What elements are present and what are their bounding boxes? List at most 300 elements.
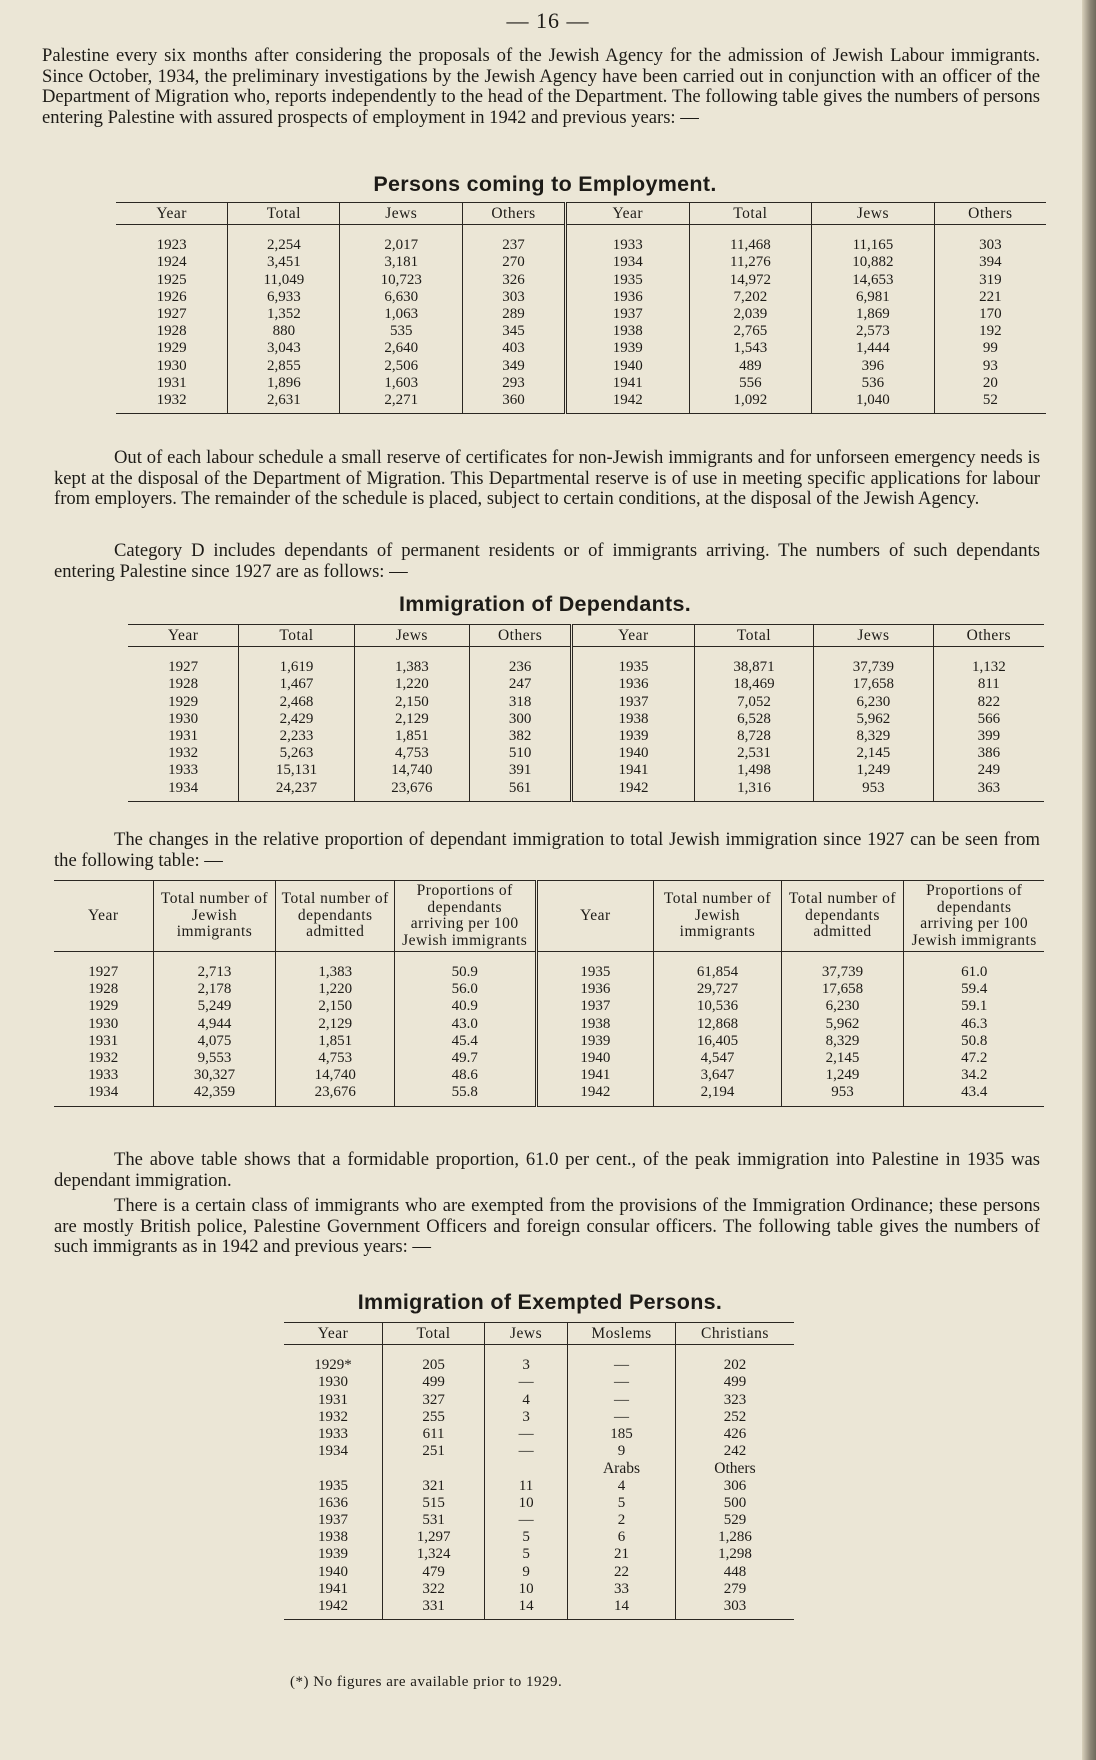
table-cell: 8,728 xyxy=(694,728,813,745)
table-cell: 323 xyxy=(675,1392,794,1409)
table-cell: 185 xyxy=(568,1426,676,1443)
table-cell: 2,150 xyxy=(276,998,395,1015)
table-cell: 529 xyxy=(675,1512,794,1529)
table-cell: 93 xyxy=(934,358,1046,375)
table-row xyxy=(54,1016,1044,1033)
table-cell: 5,962 xyxy=(781,1016,904,1033)
table-cell: 811 xyxy=(933,676,1044,693)
table-cell: 1,352 xyxy=(228,306,340,323)
table-row xyxy=(284,1345,794,1375)
table-cell: 1935 xyxy=(566,272,690,289)
table-row xyxy=(116,358,1046,375)
table-cell: 1934 xyxy=(566,254,690,271)
table-cell: 2,129 xyxy=(276,1016,395,1033)
table-row xyxy=(116,323,1046,340)
table-row xyxy=(54,998,1044,1015)
col-header: Total number of Jewish immigrants xyxy=(654,881,781,952)
table-cell: 1934 xyxy=(54,1084,153,1106)
table-cell: 489 xyxy=(689,358,812,375)
table-cell: 50.9 xyxy=(394,952,536,982)
table-row xyxy=(284,1495,794,1512)
table-cell: 1941 xyxy=(566,375,690,392)
table-cell: 2 xyxy=(568,1512,676,1529)
table-cell: — xyxy=(568,1345,676,1375)
table-cell: 5,249 xyxy=(153,998,276,1015)
table-cell: 1937 xyxy=(572,694,695,711)
table-row xyxy=(284,1581,794,1598)
table-cell: 1929* xyxy=(314,1357,352,1374)
table-row xyxy=(284,1564,794,1581)
table-cell: 1,543 xyxy=(689,340,812,357)
table-cell: 1941 xyxy=(318,1580,349,1597)
table-cell: 2,129 xyxy=(354,711,469,728)
table-cell: 1941 xyxy=(536,1067,654,1084)
table-row xyxy=(128,694,1044,711)
col-header: Year xyxy=(566,203,690,225)
table-cell: 3 xyxy=(485,1409,568,1426)
col-header: Jews xyxy=(485,1323,568,1345)
table-row xyxy=(128,745,1044,762)
table-cell: 2,178 xyxy=(153,981,276,998)
table-cell: 2,150 xyxy=(354,694,469,711)
table-cell: 50.8 xyxy=(904,1033,1044,1050)
table-row xyxy=(116,272,1046,289)
table-cell: 2,855 xyxy=(228,358,340,375)
col-header: Total xyxy=(694,625,813,647)
table-cell: 2,039 xyxy=(689,306,812,323)
table-cell: 1938 xyxy=(536,1016,654,1033)
table-cell: 1934 xyxy=(128,780,239,802)
table-cell: 22 xyxy=(568,1564,676,1581)
table-row xyxy=(284,1598,794,1620)
table-cell: 2,765 xyxy=(689,323,812,340)
table-cell: 3,181 xyxy=(340,254,463,271)
table-cell: 1636 xyxy=(318,1494,349,1511)
table-cell: 2,506 xyxy=(340,358,463,375)
exempted-table xyxy=(284,1322,794,1620)
table-cell: 205 xyxy=(383,1345,485,1375)
table-cell: 20 xyxy=(934,375,1046,392)
table-cell: 1937 xyxy=(566,306,690,323)
table-cell: 5 xyxy=(568,1495,676,1512)
table-cell: 318 xyxy=(470,694,572,711)
table-cell: — xyxy=(485,1374,568,1391)
table-cell: 426 xyxy=(675,1426,794,1443)
table-cell: 4 xyxy=(485,1392,568,1409)
table-row xyxy=(128,762,1044,779)
table-cell: 1940 xyxy=(566,358,690,375)
table-cell: 293 xyxy=(463,375,566,392)
dependants-table xyxy=(128,624,1044,802)
table-cell: 1927 xyxy=(168,659,199,676)
table-cell: 1923 xyxy=(156,237,187,254)
table-cell: 9 xyxy=(485,1564,568,1581)
table-cell: 279 xyxy=(675,1581,794,1598)
table-cell: Arabs xyxy=(568,1460,676,1477)
table-cell: 1940 xyxy=(572,745,695,762)
table-cell: 2,017 xyxy=(340,225,463,255)
table-cell: 237 xyxy=(463,225,566,255)
table-cell: 29,727 xyxy=(654,981,781,998)
table-cell: 14,740 xyxy=(276,1067,395,1084)
table-cell: 1930 xyxy=(88,1015,119,1032)
table-cell: 61,854 xyxy=(654,952,781,982)
col-header: Total xyxy=(383,1323,485,1345)
table-cell: 40.9 xyxy=(394,998,536,1015)
table-cell: 18,469 xyxy=(694,676,813,693)
table-cell: 363 xyxy=(933,780,1044,802)
table-row xyxy=(54,952,1044,982)
table-cell: 9,553 xyxy=(153,1050,276,1067)
table-cell: — xyxy=(568,1409,676,1426)
table-cell: 99 xyxy=(934,340,1046,357)
table-cell: 1929 xyxy=(156,340,187,357)
table-cell: 1,092 xyxy=(689,392,812,414)
table-cell: 1937 xyxy=(318,1512,349,1529)
table1-title: Persons coming to Employment. xyxy=(373,172,717,196)
table-cell: 1,286 xyxy=(675,1529,794,1546)
table-cell: 1928 xyxy=(156,323,187,340)
table-cell: 1,040 xyxy=(812,392,935,414)
table-cell: 531 xyxy=(383,1512,485,1529)
table-cell: 33 xyxy=(568,1581,676,1598)
table-cell: 319 xyxy=(934,272,1046,289)
table-cell: 6,230 xyxy=(781,998,904,1015)
table-cell: 1942 xyxy=(536,1084,654,1106)
table-cell: 1928 xyxy=(168,676,199,693)
table-cell: 2,145 xyxy=(781,1050,904,1067)
table-cell: 1931 xyxy=(318,1391,349,1408)
table-cell: 3,647 xyxy=(654,1067,781,1084)
table-cell: 1,297 xyxy=(383,1529,485,1546)
table-cell: 303 xyxy=(463,289,566,306)
footnote: (*) No figures are available prior to 1929. xyxy=(290,1674,563,1690)
table-cell: 2,271 xyxy=(340,392,463,414)
table-cell: 255 xyxy=(383,1409,485,1426)
table-cell: 47.2 xyxy=(904,1050,1044,1067)
table-cell: 4,547 xyxy=(654,1050,781,1067)
table-cell: 322 xyxy=(383,1581,485,1598)
table-cell: 14,653 xyxy=(812,272,935,289)
table-cell: 1927 xyxy=(156,306,187,323)
table-cell: 61.0 xyxy=(904,952,1044,982)
col-header: Others xyxy=(933,625,1044,647)
table-cell: 289 xyxy=(463,306,566,323)
paragraph-exempted: There is a certain class of immigrants who are exempted from the provisions of the Immigration Ordinance; these persons are mostly British police, Palestine Government Officers and foreign consular officers. The following table gives the numbers of such immigrants as in 1942 and previous years: — xyxy=(54,1195,1040,1258)
table-cell: 1931 xyxy=(88,1032,119,1049)
table-cell: 1939 xyxy=(572,728,695,745)
table-cell: 953 xyxy=(814,780,933,802)
table-cell: 2,145 xyxy=(814,745,933,762)
table-cell: 1,896 xyxy=(228,375,340,392)
table-cell: 5,962 xyxy=(814,711,933,728)
table-cell: 1941 xyxy=(572,762,695,779)
table-cell: 11,049 xyxy=(228,272,340,289)
table-row xyxy=(284,1478,794,1495)
table-cell: 1925 xyxy=(156,271,187,288)
table-cell: 46.3 xyxy=(904,1016,1044,1033)
table-cell: 37,739 xyxy=(814,647,933,677)
table-cell: 249 xyxy=(933,762,1044,779)
table-row xyxy=(116,289,1046,306)
table-cell: 394 xyxy=(934,254,1046,271)
col-header: Others xyxy=(470,625,572,647)
table-cell: 500 xyxy=(675,1495,794,1512)
table-row xyxy=(284,1409,794,1426)
table-cell: 1,619 xyxy=(239,647,354,677)
table-cell: 1942 xyxy=(572,780,695,802)
table-cell: 1939 xyxy=(318,1546,349,1563)
subheader-row xyxy=(284,1460,794,1477)
table-cell: 1931 xyxy=(168,728,199,745)
table2-title: Immigration of Dependants. xyxy=(398,592,692,616)
table-cell: 6 xyxy=(568,1529,676,1546)
table-cell: 49.7 xyxy=(394,1050,536,1067)
table-cell: 349 xyxy=(463,358,566,375)
table-cell: 8,329 xyxy=(814,728,933,745)
table-cell: 236 xyxy=(470,647,572,677)
table-cell: 12,868 xyxy=(654,1016,781,1033)
table-cell: 34.2 xyxy=(904,1067,1044,1084)
table-cell: 303 xyxy=(675,1598,794,1620)
col-header: Jews xyxy=(814,625,933,647)
table-cell: 510 xyxy=(470,745,572,762)
table-row xyxy=(54,1033,1044,1050)
table-cell: 6,933 xyxy=(228,289,340,306)
table-cell: 48.6 xyxy=(394,1067,536,1084)
table-cell: 5,263 xyxy=(239,745,354,762)
table-cell: 251 xyxy=(383,1443,485,1460)
table-cell: 1935 xyxy=(318,1477,349,1494)
table-cell: 38,871 xyxy=(694,647,813,677)
table-cell: 1,603 xyxy=(340,375,463,392)
paragraph-reserve: Out of each labour schedule a small reserve of certificates for non-Jewish immigrants and for unforseen emergency needs is kept at the disposal of the Department of Migration. This Departmental reserve is of use in meeting specific applications for labour from employers. The remainder of the schedule is placed, subject to certain conditions, at the disposal of the Jewish Agency. xyxy=(54,447,1040,510)
table-cell: 4,075 xyxy=(153,1033,276,1050)
table-cell: Others xyxy=(675,1460,794,1477)
table-cell: 43.0 xyxy=(394,1016,536,1033)
table-row xyxy=(128,647,1044,677)
table-cell: 1937 xyxy=(536,998,654,1015)
table-cell: 515 xyxy=(383,1495,485,1512)
table-row xyxy=(116,306,1046,323)
table-cell: 1924 xyxy=(156,254,187,271)
table-cell: 2,429 xyxy=(239,711,354,728)
table-row xyxy=(116,225,1046,255)
col-header: Year xyxy=(284,1323,383,1345)
col-header: Year xyxy=(572,625,695,647)
col-header: Moslems xyxy=(568,1323,676,1345)
table-cell: 14 xyxy=(568,1598,676,1620)
table-cell: 1938 xyxy=(572,711,695,728)
col-header: Total number of dependants admitted xyxy=(781,881,904,952)
table-cell: 953 xyxy=(781,1084,904,1106)
col-header: Year xyxy=(536,881,654,952)
table-cell: 4,753 xyxy=(276,1050,395,1067)
table-row xyxy=(128,711,1044,728)
table-cell: 1938 xyxy=(566,323,690,340)
table-cell: 1939 xyxy=(566,340,690,357)
table-cell: 7,052 xyxy=(694,694,813,711)
col-header: Total xyxy=(689,203,812,225)
table-cell: 1929 xyxy=(168,693,199,710)
table-cell: 10 xyxy=(485,1581,568,1598)
table-cell: 1,063 xyxy=(340,306,463,323)
table-cell: 56.0 xyxy=(394,981,536,998)
table-cell: 37,739 xyxy=(781,952,904,982)
table-cell: 1,132 xyxy=(933,647,1044,677)
table-cell: 499 xyxy=(675,1374,794,1391)
table-cell: 1,444 xyxy=(812,340,935,357)
table-cell: 4 xyxy=(568,1478,676,1495)
table-row xyxy=(116,254,1046,271)
table-cell: 2,531 xyxy=(694,745,813,762)
table-cell: 10,536 xyxy=(654,998,781,1015)
table-cell: 24,237 xyxy=(239,780,354,802)
table-cell: 221 xyxy=(934,289,1046,306)
table-cell: 6,230 xyxy=(814,694,933,711)
table-cell: 1,498 xyxy=(694,762,813,779)
table-cell: 556 xyxy=(689,375,812,392)
table-cell: 1934 xyxy=(318,1443,349,1460)
table-cell: 1940 xyxy=(536,1050,654,1067)
table-row xyxy=(284,1512,794,1529)
table-cell: 1930 xyxy=(318,1374,349,1391)
table-cell: 822 xyxy=(933,694,1044,711)
col-header: Jews xyxy=(812,203,935,225)
table-cell xyxy=(485,1460,568,1477)
paragraph-intro: Palestine every six months after considering the proposals of the Jewish Agency for the admission of Jewish Labour immigrants. Since October, 1934, the preliminary investigations by the Jewish Agency have been carried out in conjunction with an officer of the Department of Migration who, reports independently to the head of the Department. The following table gives the numbers of persons entering Palestine with assured prospects of employment in 1942 and previous years: — xyxy=(42,45,1040,128)
table-row xyxy=(54,981,1044,998)
table-cell: 6,981 xyxy=(812,289,935,306)
table-cell: 300 xyxy=(470,711,572,728)
table-cell: 4,944 xyxy=(153,1016,276,1033)
table-cell: 1,249 xyxy=(781,1067,904,1084)
col-header: Jews xyxy=(340,203,463,225)
col-header: Total number of dependants admitted xyxy=(276,881,395,952)
col-header: Others xyxy=(463,203,566,225)
table-cell: — xyxy=(568,1374,676,1391)
table-cell: 5 xyxy=(485,1529,568,1546)
table-cell: 247 xyxy=(470,676,572,693)
table-cell: 2,573 xyxy=(812,323,935,340)
table-cell: 1938 xyxy=(318,1529,349,1546)
table-row xyxy=(54,1050,1044,1067)
table-cell: 1,851 xyxy=(354,728,469,745)
employment-table xyxy=(116,202,1046,414)
table-cell: 1929 xyxy=(88,998,119,1015)
col-header: Proportions of dependants arriving per 100 Jewish immigrants xyxy=(904,881,1044,952)
table-cell: 23,676 xyxy=(354,780,469,802)
table-cell: 30,327 xyxy=(153,1067,276,1084)
table-cell: 3,451 xyxy=(228,254,340,271)
table-cell: 17,658 xyxy=(814,676,933,693)
table-cell: 14 xyxy=(485,1598,568,1620)
table-cell: 1926 xyxy=(156,288,187,305)
table-cell: 59.4 xyxy=(904,981,1044,998)
table-cell: 1931 xyxy=(156,374,187,391)
table-cell: 1,869 xyxy=(812,306,935,323)
table-cell: 252 xyxy=(675,1409,794,1426)
table-cell: 42,359 xyxy=(153,1084,276,1106)
table-cell: 11 xyxy=(485,1478,568,1495)
table-row xyxy=(284,1529,794,1546)
table-cell: 45.4 xyxy=(394,1033,536,1050)
table-cell: 561 xyxy=(470,780,572,802)
table-cell: 1,383 xyxy=(276,952,395,982)
table-cell: 1936 xyxy=(572,676,695,693)
table-cell: 2,713 xyxy=(153,952,276,982)
proportion-table xyxy=(54,880,1044,1107)
table-cell: 1936 xyxy=(536,981,654,998)
table-cell: 5 xyxy=(485,1546,568,1563)
table-cell: 1932 xyxy=(168,745,199,762)
table-cell: — xyxy=(485,1512,568,1529)
table-cell: 1,298 xyxy=(675,1546,794,1563)
table-row xyxy=(284,1426,794,1443)
table-cell: 536 xyxy=(812,375,935,392)
table-cell: 11,468 xyxy=(689,225,812,255)
table-row xyxy=(284,1546,794,1563)
table-cell: 2,631 xyxy=(228,392,340,414)
paragraph-proportion: The changes in the relative proportion of dependant immigration to total Jewish immigration since 1927 can be seen from the following table: — xyxy=(54,829,1040,871)
col-header: Year xyxy=(54,881,153,952)
table-cell: 6,630 xyxy=(340,289,463,306)
table-cell: 11,165 xyxy=(812,225,935,255)
col-header: Total xyxy=(239,625,354,647)
table-cell: 43.4 xyxy=(904,1084,1044,1106)
table-cell: 10 xyxy=(485,1495,568,1512)
table-cell: 8,329 xyxy=(781,1033,904,1050)
table-cell: 59.1 xyxy=(904,998,1044,1015)
col-header: Proportions of dependants arriving per 100 Jewish immigrants xyxy=(394,881,536,952)
table-row xyxy=(284,1392,794,1409)
page-number: — 16 — xyxy=(506,8,590,33)
table-cell: 566 xyxy=(933,711,1044,728)
table-cell: 1928 xyxy=(88,981,119,998)
table-cell: 1927 xyxy=(88,964,119,980)
table-row xyxy=(284,1443,794,1460)
table-cell: 403 xyxy=(463,340,566,357)
table-cell: 535 xyxy=(340,323,463,340)
table-cell: 14,972 xyxy=(689,272,812,289)
table-cell: 23,676 xyxy=(276,1084,395,1106)
table-cell: 2,468 xyxy=(239,694,354,711)
table-cell: 11,276 xyxy=(689,254,812,271)
table-row xyxy=(116,340,1046,357)
table-cell: 1,467 xyxy=(239,676,354,693)
table-cell: 396 xyxy=(812,358,935,375)
table-cell: 17,658 xyxy=(781,981,904,998)
table-cell: 1936 xyxy=(566,289,690,306)
table-cell: 1932 xyxy=(88,1050,119,1067)
table-row xyxy=(116,375,1046,392)
table-cell: 10,882 xyxy=(812,254,935,271)
table-cell: 7,202 xyxy=(689,289,812,306)
table-cell: 2,640 xyxy=(340,340,463,357)
table-cell: 170 xyxy=(934,306,1046,323)
table-cell: 242 xyxy=(675,1443,794,1460)
table-cell: 1930 xyxy=(156,357,187,374)
table-cell: 611 xyxy=(383,1426,485,1443)
table-cell: 2,194 xyxy=(654,1084,781,1106)
table-cell: — xyxy=(485,1426,568,1443)
table-cell: 1942 xyxy=(566,392,690,414)
table-cell: 331 xyxy=(383,1598,485,1620)
table-cell: 391 xyxy=(470,762,572,779)
table-cell: 16,405 xyxy=(654,1033,781,1050)
table-cell: 1,316 xyxy=(694,780,813,802)
table-cell: 1933 xyxy=(168,762,199,779)
